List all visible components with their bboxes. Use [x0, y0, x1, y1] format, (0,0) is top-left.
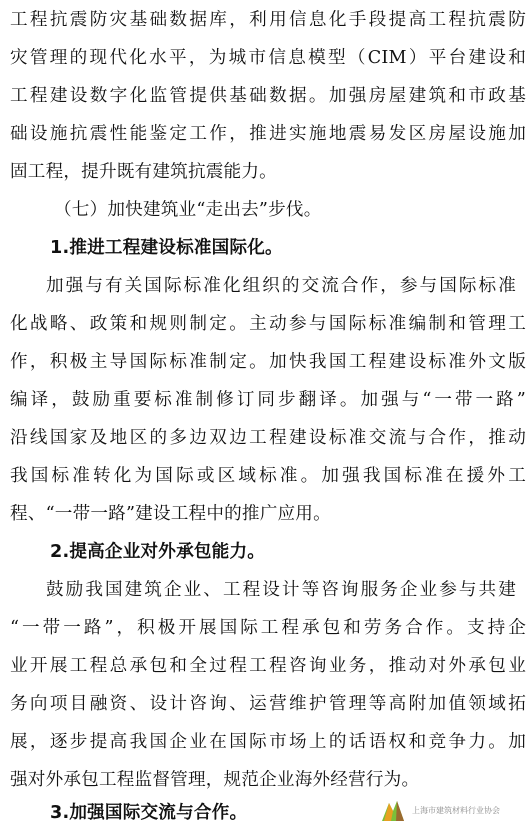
- paragraph-line: 程、“一带一路”建设工程中的推广应用。: [10, 504, 331, 524]
- watermark: [380, 796, 526, 824]
- paragraph-line: 编译，鼓励重要标准制修订同步翻译。加强与“一带一路”: [10, 390, 526, 410]
- paragraph-line: 加强与有关国际标准化组织的交流合作，参与国际标准: [46, 276, 516, 296]
- section-heading: （七）加快建筑业“走出去”步伐。: [54, 200, 322, 220]
- paragraph-line: 工程建设数字化监管提供基础数据。加强房屋建筑和市政基: [10, 86, 526, 106]
- subheading-3: 3.加强国际交流与合作。: [50, 803, 248, 823]
- paragraph-line: 强对外承包工程监督管理，规范企业海外经营行为。: [10, 770, 420, 790]
- paragraph-line: 灾管理的现代化水平，为城市信息模型（CIM）平台建设和: [10, 48, 526, 68]
- paragraph-line: 础设施抗震性能鉴定工作，推进实施地震易发区房屋设施加: [10, 124, 526, 144]
- paragraph-line: 沿线国家及地区的多边双边工程建设标准交流与合作，推动: [10, 428, 526, 448]
- paragraph-line: “一带一路”，积极开展国际工程承包和劳务合作。支持企: [10, 618, 526, 638]
- paragraph-line: 工程抗震防灾基础数据库，利用信息化手段提高工程抗震防: [10, 10, 526, 30]
- paragraph-line: 作，积极主导国际标准制定。加快我国工程建设标准外文版: [10, 352, 526, 372]
- association-logo-icon: [380, 797, 406, 823]
- paragraph-line: 业开展工程总承包和全过程工程咨询业务，推动对外承包业: [10, 656, 526, 676]
- subheading-1: 1.推进工程建设标准国际化。: [50, 238, 283, 258]
- watermark-text: 上海市建筑材料行业协会: [412, 805, 500, 815]
- paragraph-line: 化战略、政策和规则制定。主动参与国际标准编制和管理工: [10, 314, 526, 334]
- paragraph-line: 务向项目融资、设计咨询、运营维护管理等高附加值领域拓: [10, 694, 526, 714]
- paragraph-line: 展，逐步提高我国企业在国际市场上的话语权和竞争力。加: [10, 732, 526, 752]
- paragraph-line: 固工程，提升既有建筑抗震能力。: [10, 162, 277, 182]
- paragraph-line: 我国标准转化为国际或区域标准。加强我国标准在援外工: [10, 466, 526, 486]
- subheading-2: 2.提高企业对外承包能力。: [50, 542, 266, 562]
- paragraph-line: 鼓励我国建筑企业、工程设计等咨询服务企业参与共建: [46, 580, 516, 600]
